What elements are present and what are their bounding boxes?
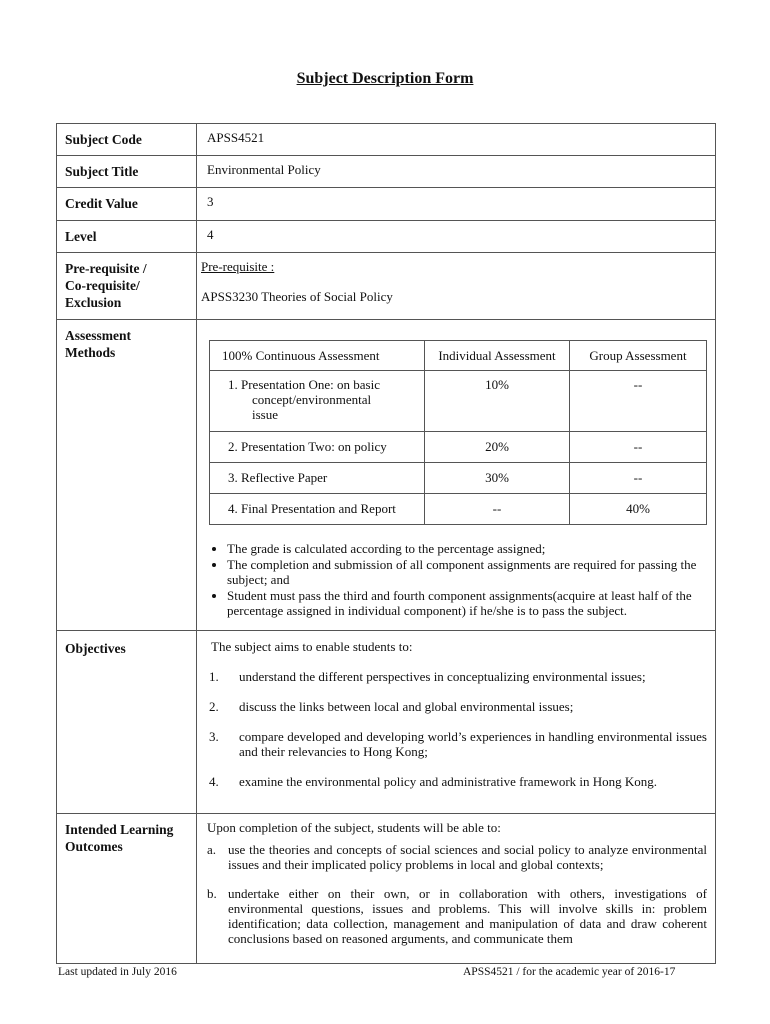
assessment-label xyxy=(57,320,197,631)
assessment-item-name-line: issue xyxy=(252,407,278,422)
subject-title-value: Environmental Policy xyxy=(197,156,716,188)
objective-item xyxy=(209,729,707,759)
objective-number: 2. xyxy=(209,699,219,714)
assessment-note: • The completion and submission of all component assignments are required for passing the subject; and xyxy=(227,557,707,588)
learning-outcome-item xyxy=(207,842,707,872)
learning-outcome-text: undertake either on their own, or in collaboration with others, investigations of environmental questions, issues and problems. This will involve skills in: problem identification; data collection, management and manipulation of data and draw coherent conclusions based on reasoned arguments, and communicate them xyxy=(228,886,707,946)
assessment-item-individual: 30% xyxy=(425,463,570,494)
learning-outcomes-intro: Upon completion of the subject, students will be able to: xyxy=(207,820,501,835)
assessment-item-name-line: 1. Presentation One: on basic xyxy=(228,377,380,392)
prerequisite-heading: Pre-requisite : xyxy=(201,259,275,274)
level-row xyxy=(57,221,716,253)
subject-title-row xyxy=(57,156,716,188)
footer-updated: Last updated in July 2016 xyxy=(58,966,177,978)
objectives-row xyxy=(57,631,716,814)
objectives-label: Objectives xyxy=(57,631,197,814)
assessment-item-name: 3. Reflective Paper xyxy=(210,463,425,494)
assessment-table xyxy=(209,340,707,525)
assessment-header-continuous: 100% Continuous Assessment xyxy=(210,341,425,371)
objective-number: 1. xyxy=(209,669,219,684)
assessment-cell xyxy=(197,320,716,631)
assessment-item-row xyxy=(210,494,707,525)
objective-text: discuss the links between local and global environmental issues; xyxy=(239,699,574,714)
assessment-item-name: 2. Presentation Two: on policy xyxy=(210,432,425,463)
learning-outcomes-list xyxy=(207,842,707,946)
objective-item xyxy=(209,774,707,789)
assessment-header-group: Group Assessment xyxy=(570,341,707,371)
objective-text: understand the different perspectives in conceptualizing environmental issues; xyxy=(239,669,646,684)
assessment-notes xyxy=(207,541,707,619)
subject-code-label: Subject Code xyxy=(57,124,197,156)
learning-outcomes-row xyxy=(57,814,716,964)
prerequisite-label-line: Exclusion xyxy=(65,295,122,310)
learning-outcome-text: use the theories and concepts of social sciences and social policy to analyze environmental issues and their implicated policy problems in local and global contexts; xyxy=(228,842,707,872)
learning-outcome-letter: b. xyxy=(207,886,217,901)
level-value: 4 xyxy=(197,221,716,253)
assessment-item-name-line: concept/environmental xyxy=(252,392,372,407)
objective-text: examine the environmental policy and administrative framework in Hong Kong. xyxy=(239,774,658,789)
subject-code-row xyxy=(57,124,716,156)
prerequisite-label xyxy=(57,253,197,320)
objectives-cell xyxy=(197,631,716,814)
assessment-item-row xyxy=(210,463,707,494)
subject-code-value: APSS4521 xyxy=(197,124,716,156)
objectives-intro: The subject aims to enable students to: xyxy=(211,639,413,654)
assessment-item-name xyxy=(210,371,425,432)
assessment-note: • Student must pass the third and fourth component assignments(acquire at least half of the percentage assigned in individual component) if he/she is to pass the subject. xyxy=(227,588,707,619)
page-title: Subject Description Form xyxy=(296,70,474,87)
assessment-item-group: -- xyxy=(570,371,707,432)
subject-description-table xyxy=(56,123,716,964)
prerequisite-label-line: Co-requisite/ xyxy=(65,278,140,293)
assessment-header-row xyxy=(210,341,707,371)
assessment-item-group: 40% xyxy=(570,494,707,525)
prerequisite-label-line: Pre-requisite / xyxy=(65,261,147,276)
assessment-item-individual: 20% xyxy=(425,432,570,463)
prerequisite-value: APSS3230 Theories of Social Policy xyxy=(201,289,393,304)
learning-outcome-letter: a. xyxy=(207,842,217,857)
assessment-item-individual: -- xyxy=(425,494,570,525)
prerequisite-row xyxy=(57,253,716,320)
credit-value-row xyxy=(57,188,716,221)
learning-outcomes-label-line: Outcomes xyxy=(65,839,123,854)
objective-item xyxy=(209,699,707,714)
learning-outcomes-label xyxy=(57,814,197,964)
objective-text: compare developed and developing world’s experiences in handling environmental issues and their relevancies to Hong Kong; xyxy=(239,729,707,759)
assessment-item-name: 4. Final Presentation and Report xyxy=(210,494,425,525)
assessment-item-individual: 10% xyxy=(425,371,570,432)
assessment-note: • The grade is calculated according to the percentage assigned; xyxy=(227,541,707,557)
objectives-list xyxy=(209,669,707,789)
learning-outcome-item xyxy=(207,886,707,946)
objective-item xyxy=(209,669,707,684)
assessment-item-row xyxy=(210,371,707,432)
assessment-item-group: -- xyxy=(570,463,707,494)
assessment-label-line: Methods xyxy=(65,345,116,360)
objective-number: 3. xyxy=(209,729,219,744)
credit-value-value: 3 xyxy=(197,188,716,221)
subject-title-label: Subject Title xyxy=(57,156,197,188)
assessment-item-row xyxy=(210,432,707,463)
learning-outcomes-cell xyxy=(197,814,716,964)
learning-outcomes-label-line: Intended Learning xyxy=(65,822,174,837)
footer-academic-year: APSS4521 / for the academic year of 2016-17 xyxy=(463,966,676,978)
assessment-header-individual: Individual Assessment xyxy=(425,341,570,371)
assessment-label-line: Assessment xyxy=(65,328,131,343)
assessment-item-group: -- xyxy=(570,432,707,463)
objective-number: 4. xyxy=(209,774,219,789)
assessment-row xyxy=(57,320,716,631)
prerequisite-value-cell xyxy=(197,253,716,320)
level-label: Level xyxy=(57,221,197,253)
credit-value-label: Credit Value xyxy=(57,188,197,221)
